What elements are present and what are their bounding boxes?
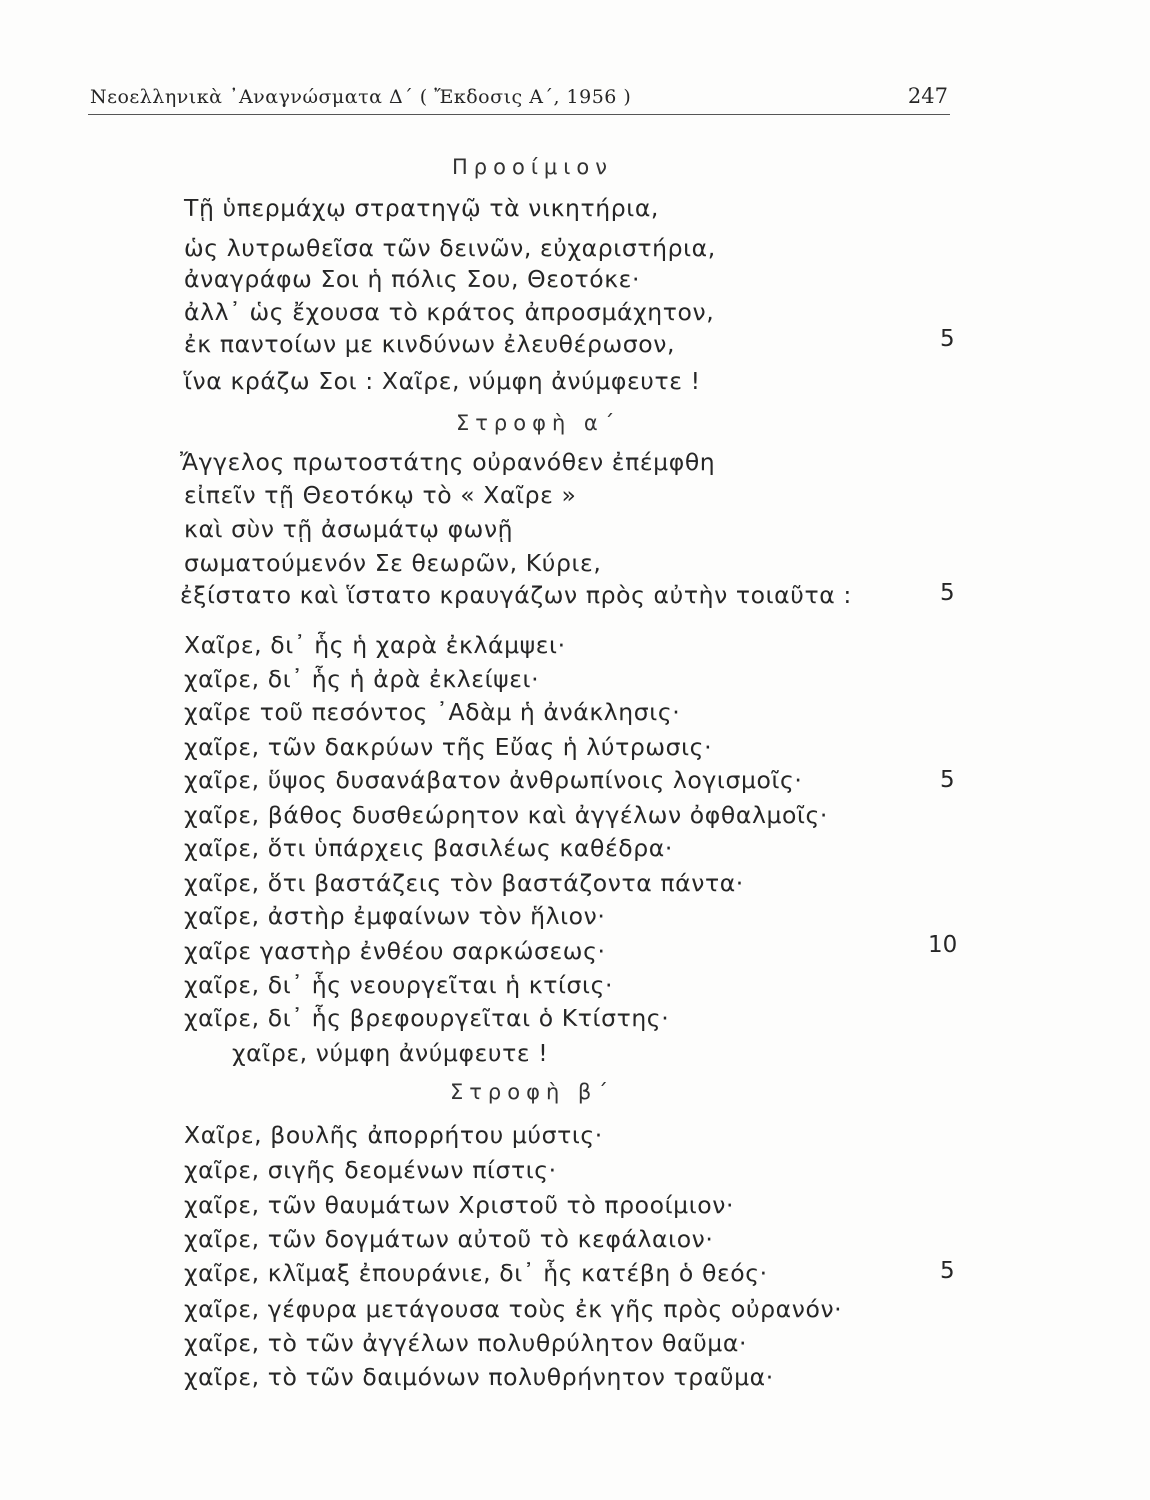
verse-line: χαῖρε, τῶν δογμάτων αὐτοῦ τὸ κεφάλαιον· xyxy=(184,1225,714,1253)
line-number: 10 xyxy=(928,932,958,958)
verse-line: χαῖρε, κλῖμαξ ἐπουράνιε, δι᾿ ἧς κατέβη ὁ θεός· xyxy=(184,1259,768,1287)
verse-line: χαῖρε γαστὴρ ἐνθέου σαρκώσεως· xyxy=(184,937,606,965)
verse-line: Χαῖρε, δι᾿ ἧς ἡ χαρὰ ἐκλάμψει· xyxy=(184,631,566,659)
verse-line: ὡς λυτρωθεῖσα τῶν δεινῶν, εὐχαριστήρια, xyxy=(184,234,716,262)
verse-line: σωματούμενόν Σε θεωρῶν, Κύριε, xyxy=(184,549,602,577)
verse-line: ἐξίστατο καὶ ἵστατο κραυγάζων πρὸς αὐτὴν τοιαῦτα : xyxy=(180,581,852,609)
section-heading-prooimion: Προοίμιον xyxy=(452,155,613,179)
verse-line: καὶ σὺν τῇ ἀσωμάτῳ φωνῇ xyxy=(184,515,514,543)
verse-line: Χαῖρε, βουλῆς ἀπορρήτου μύστις· xyxy=(184,1121,603,1149)
verse-line: χαῖρε, ὕψος δυσανάβατον ἀνθρωπίνοις λογισμοῖς· xyxy=(184,766,803,794)
verse-line: ἵνα κράζω Σοι : Χαῖρε, νύμφη ἀνύμφευτε ! xyxy=(184,367,701,395)
line-number: 5 xyxy=(940,326,955,352)
verse-line: χαῖρε τοῦ πεσόντος ᾿Αδὰμ ἡ ἀνάκλησις· xyxy=(184,698,681,726)
verse-line: χαῖρε, ὅτι βαστάζεις τὸν βαστάζοντα πάντα· xyxy=(184,869,744,897)
page-number: 247 xyxy=(907,84,948,108)
verse-line: χαῖρε, δι᾿ ἧς ἡ ἀρὰ ἐκλείψει· xyxy=(184,665,540,693)
verse-line: χαῖρε, τὸ τῶν ἀγγέλων πολυθρύλητον θαῦμα· xyxy=(184,1329,748,1357)
verse-line: ἀλλ᾿ ὡς ἔχουσα τὸ κράτος ἀπροσμάχητον, xyxy=(184,298,715,326)
verse-line: χαῖρε, τῶν δακρύων τῆς Εὔας ἡ λύτρωσις· xyxy=(184,733,713,761)
line-number: 5 xyxy=(940,1258,955,1284)
verse-line: χαῖρε, τῶν θαυμάτων Χριστοῦ τὸ προοίμιον· xyxy=(184,1191,735,1219)
verse-line: εἰπεῖν τῇ Θεοτόκῳ τὸ « Χαῖρε » xyxy=(184,481,577,509)
verse-line: χαῖρε, ὅτι ὑπάρχεις βασιλέως καθέδρα· xyxy=(184,834,673,862)
verse-line: χαῖρε, δι᾿ ἧς βρεφουργεῖται ὁ Κτίστης· xyxy=(184,1004,670,1032)
verse-line: ἀναγράφω Σοι ἡ πόλις Σου, Θεοτόκε· xyxy=(184,265,641,293)
section-heading-strophe-b: Στροφὴ β΄ xyxy=(450,1080,614,1104)
section-heading-strophe-a: Στροφὴ α΄ xyxy=(456,411,621,435)
running-head xyxy=(88,84,950,115)
verse-line: χαῖρε, γέφυρα μετάγουσα τοὺς ἐκ γῆς πρὸς οὐρανόν· xyxy=(184,1295,843,1323)
verse-line: Τῇ ὑπερμάχῳ στρατηγῷ τὰ νικητήρια, xyxy=(184,194,660,222)
verse-line: χαῖρε, δι᾿ ἧς νεουργεῖται ἡ κτίσις· xyxy=(184,971,614,999)
verse-line: χαῖρε, ἀστὴρ ἐμφαίνων τὸν ἥλιον· xyxy=(184,902,606,930)
line-number: 5 xyxy=(940,767,955,793)
verse-line: χαῖρε, σιγῆς δεομένων πίστις· xyxy=(184,1156,557,1184)
verse-line: Ἄγγελος πρωτοστάτης οὐρανόθεν ἐπέμφθη xyxy=(180,448,716,476)
running-head-title: Νεοελληνικὰ ᾿Αναγνώσματα Δ΄ ( Ἔκδοσις Α΄, 1956 ) xyxy=(90,86,632,108)
verse-line: χαῖρε, τὸ τῶν δαιμόνων πολυθρήνητον τραῦμα· xyxy=(184,1363,774,1391)
line-number: 5 xyxy=(940,580,955,606)
verse-line: χαῖρε, βάθος δυσθεώρητον καὶ ἀγγέλων ὀφθαλμοῖς· xyxy=(184,801,828,829)
verse-line: ἐκ παντοίων με κινδύνων ἐλευθέρωσον, xyxy=(184,330,676,358)
verse-line: χαῖρε, νύμφη ἀνύμφευτε ! xyxy=(232,1039,549,1067)
